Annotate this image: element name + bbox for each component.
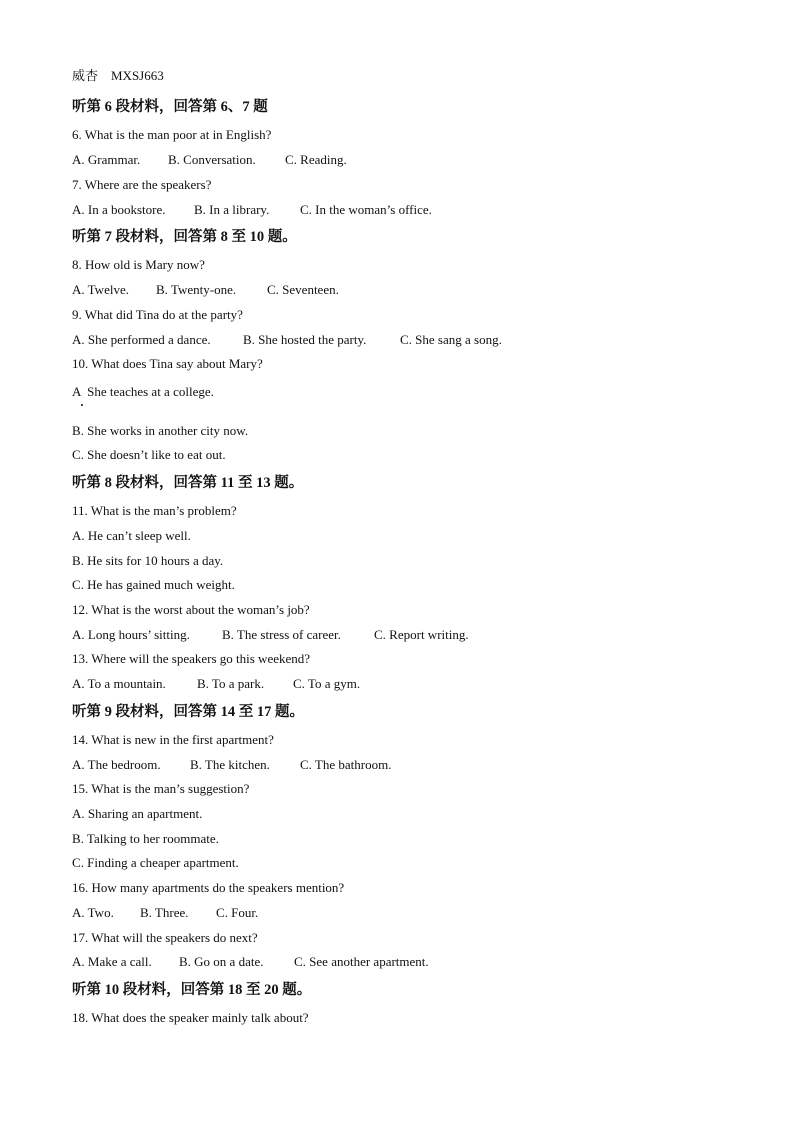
question-text: 11. What is the man’s problem? bbox=[72, 503, 237, 518]
option: A. In a bookstore. bbox=[72, 202, 166, 217]
options-row bbox=[72, 905, 258, 921]
option: A. Two. bbox=[72, 905, 114, 920]
option: C. She sang a song. bbox=[400, 332, 502, 347]
options-row bbox=[72, 332, 502, 348]
option: A. He can’t sleep well. bbox=[72, 528, 191, 543]
option: C. To a gym. bbox=[293, 676, 361, 691]
option: A. To a mountain. bbox=[72, 676, 166, 691]
option: C. Four. bbox=[216, 905, 259, 920]
section-heading: 听第 6 段材料，回答第 6、7 题 bbox=[72, 99, 268, 115]
question-text: 8. How old is Mary now? bbox=[72, 257, 205, 272]
option: C. In the woman’s office. bbox=[300, 202, 432, 217]
options-row bbox=[72, 202, 432, 218]
option: A. Sharing an apartment. bbox=[72, 806, 203, 821]
option: C. The bathroom. bbox=[300, 757, 392, 772]
question-text: 7. Where are the speakers? bbox=[72, 177, 212, 192]
document-header: 威杏 MXSJ663 bbox=[72, 68, 164, 83]
option: B. To a park. bbox=[197, 676, 265, 691]
option: C. He has gained much weight. bbox=[72, 577, 235, 592]
question-text: 9. What did Tina do at the party? bbox=[72, 307, 243, 322]
option: B. She works in another city now. bbox=[72, 423, 249, 438]
question-text: 18. What does the speaker mainly talk about? bbox=[72, 1010, 309, 1025]
option: C. Finding a cheaper apartment. bbox=[72, 855, 239, 870]
question-text: 12. What is the worst about the woman’s job? bbox=[72, 602, 310, 617]
options-row bbox=[72, 954, 429, 970]
question-text: 17. What will the speakers do next? bbox=[72, 930, 258, 945]
question-text: 15. What is the man’s suggestion? bbox=[72, 781, 250, 796]
section-heading: 听第 7 段材料，回答第 8 至 10 题。 bbox=[72, 229, 297, 245]
option: A. Grammar. bbox=[72, 152, 141, 167]
option: C. See another apartment. bbox=[294, 954, 429, 969]
option: B. Go on a date. bbox=[179, 954, 264, 969]
options-row bbox=[72, 757, 391, 773]
options-row bbox=[72, 152, 347, 168]
question-text: 16. How many apartments do the speakers mention? bbox=[72, 880, 345, 895]
option: B. Talking to her roommate. bbox=[72, 831, 219, 846]
option: B. In a library. bbox=[194, 202, 270, 217]
option: A She teaches at a college. bbox=[72, 384, 214, 399]
option: C. Report writing. bbox=[374, 627, 469, 642]
option: A. She performed a dance. bbox=[72, 332, 211, 347]
option: A. The bedroom. bbox=[72, 757, 161, 772]
question-text: 13. Where will the speakers go this weekend? bbox=[72, 651, 311, 666]
question-text: 10. What does Tina say about Mary? bbox=[72, 356, 263, 371]
option: B. She hosted the party. bbox=[243, 332, 367, 347]
option: B. He sits for 10 hours a day. bbox=[72, 553, 224, 568]
section-heading: 听第 9 段材料，回答第 14 至 17 题。 bbox=[72, 704, 304, 720]
option: A. Twelve. bbox=[72, 282, 129, 297]
option: C. Reading. bbox=[285, 152, 347, 167]
option: A. Make a call. bbox=[72, 954, 152, 969]
option: B. The kitchen. bbox=[190, 757, 270, 772]
option: C. Seventeen. bbox=[267, 282, 339, 297]
option: C. She doesn’t like to eat out. bbox=[72, 447, 226, 462]
section-heading: 听第 8 段材料，回答第 11 至 13 题。 bbox=[72, 475, 304, 491]
option: B. Twenty-one. bbox=[156, 282, 237, 297]
option: B. Conversation. bbox=[168, 152, 256, 167]
question-text: 14. What is new in the first apartment? bbox=[72, 732, 274, 747]
options-row bbox=[72, 627, 469, 643]
question-text: 6. What is the man poor at in English? bbox=[72, 127, 272, 142]
section-heading: 听第 10 段材料，回答第 18 至 20 题。 bbox=[72, 982, 312, 998]
options-row bbox=[72, 282, 339, 298]
option: B. Three. bbox=[140, 905, 189, 920]
option: A. Long hours’ sitting. bbox=[72, 627, 190, 642]
option: B. The stress of career. bbox=[222, 627, 341, 642]
stray-dot bbox=[81, 404, 83, 406]
options-row bbox=[72, 676, 360, 692]
